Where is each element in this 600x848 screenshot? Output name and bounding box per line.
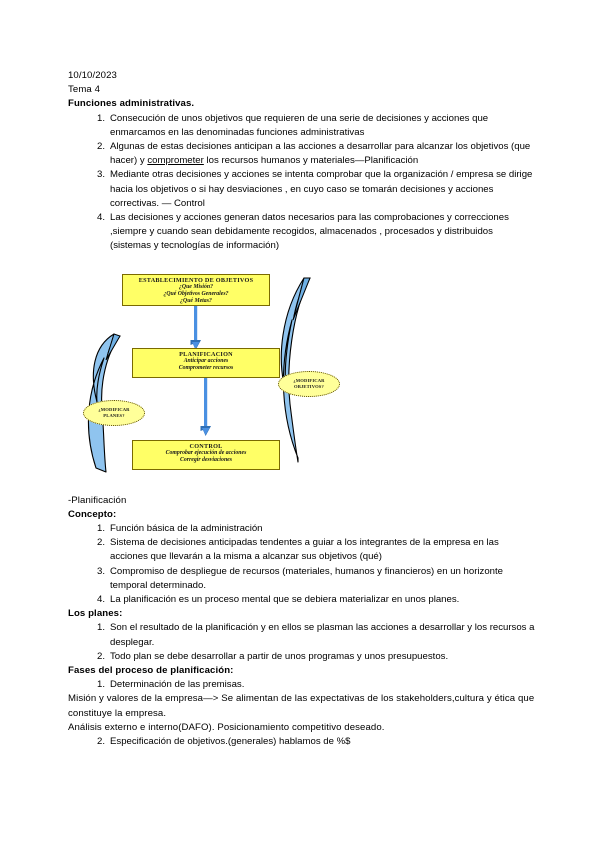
box-line: ¿Que Misión?	[179, 284, 213, 291]
heading-funciones-administrativas: Funciones administrativas.	[68, 98, 195, 110]
paragraph-analisis-dafo: Análisis externo e interno(DAFO). Posicionamiento competitivo deseado.	[68, 721, 385, 733]
box-title: CONTROL	[189, 442, 223, 450]
list-fases-part2	[68, 735, 536, 749]
list-item-text-before: Algunas de estas decisiones anticipan a las acciones a desarrollar para alcanzar los objetivos (que hacer) y	[110, 141, 531, 167]
list-funciones-administrativas	[68, 112, 536, 254]
callout-line: OBJETIVOS?	[294, 383, 324, 389]
list-item: Función básica de la administración	[110, 523, 263, 535]
box-title: ESTABLECIMIENTO DE OBJETIVOS	[138, 276, 254, 284]
list-item: Consecución de unos objetivos que requieren de una serie de decisiones y acciones que enmarcamos en las denominadas funciones administrativas	[110, 112, 489, 138]
diagram-box-control	[132, 440, 280, 470]
label-planificacion: -Planificación	[68, 494, 127, 506]
heading-fases-proceso-planificacion: Fases del proceso de planificación:	[68, 665, 234, 677]
document-date: 10/10/2023	[68, 70, 117, 81]
list-los-planes	[68, 621, 536, 664]
box-line: Comprobar ejecución de acciones	[165, 450, 247, 457]
box-title: PLANIFICACION	[179, 350, 233, 358]
callout-line: ¿MODIFICAR	[293, 377, 325, 383]
list-item-text-after: los recursos humanos y materiales—Planificación	[203, 155, 419, 167]
planning-control-cycle-diagram	[76, 272, 366, 484]
list-item-text: Especificación de objetivos.(generales) hablamos de %$	[110, 736, 351, 748]
diagram-box-planificacion	[132, 348, 280, 378]
heading-los-planes: Los planes:	[68, 608, 123, 620]
box-line: Anticipar acciones	[183, 358, 229, 365]
box-line: Corregir desviaciones	[179, 457, 232, 464]
paragraph-mision-valores: Misión y valores de la empresa—> Se alimentan de las expectativas de los stakeholders,cultura y ética que constituye la empresa.	[68, 693, 535, 719]
diagram-box-establecimiento-objetivos	[122, 274, 270, 306]
heading-concepto: Concepto:	[68, 508, 117, 520]
box-line: ¿Qué Objetivos Generales?	[163, 291, 229, 298]
list-item: Las decisiones y acciones generan datos necesarios para las comprobaciones y correcciones ,siempre y cuando sean debidamente recogidos, almacenados , procesados y distribuidos (sistemas y tecnologías de información)	[110, 212, 509, 252]
document-topic: Tema 4	[68, 84, 101, 96]
callout-line: PLANES?	[103, 412, 125, 418]
arrow-down-planificacion-to-control	[201, 378, 212, 436]
document-body	[68, 69, 536, 749]
diagram-callout-modificar-planes	[83, 400, 145, 426]
list-item-underlined-word: comprometer	[147, 155, 204, 167]
list-item	[110, 140, 536, 168]
arrow-feedback-right-control-to-objetivos	[281, 278, 310, 462]
list-item: Todo plan se debe desarrollar a partir de unos programas y unos presupuestos.	[110, 650, 449, 662]
diagram-callout-modificar-objetivos	[278, 371, 340, 397]
arrow-down-objetivos-to-planificacion	[191, 306, 202, 350]
list-item: La planificación es un proceso mental que se debiera materializar en unos planes.	[110, 594, 460, 606]
list-concepto	[68, 522, 536, 607]
list-item: Son el resultado de la planificación y en ellos se plasman las acciones a desarrollar y los recursos a desplegar.	[110, 622, 535, 648]
list-item: Sistema de decisiones anticipadas tendentes a guiar a los integrantes de la empresa en las acciones que llevarán a la misma a alcanzar sus objetivos (qué)	[110, 537, 499, 563]
box-line: Comprometer recursos	[178, 365, 234, 372]
box-line: ¿Qué Metas?	[180, 298, 212, 305]
list-fases-part1	[68, 678, 536, 692]
list-item: Compromiso de despliegue de recursos (materiales, humanos y financieros) en un horizonte temporal determinado.	[110, 565, 504, 591]
callout-line: ¿MODIFICAR	[98, 406, 130, 412]
list-item: Mediante otras decisiones y acciones se intenta comprobar que la organización / empresa se dirige hacia los objetivos o si hay desviaciones , en cuyo caso se tomarán decisiones y acciones correctivas. — Control	[110, 169, 533, 209]
list-item: Determinación de las premisas.	[110, 679, 245, 691]
list-item	[110, 735, 536, 749]
